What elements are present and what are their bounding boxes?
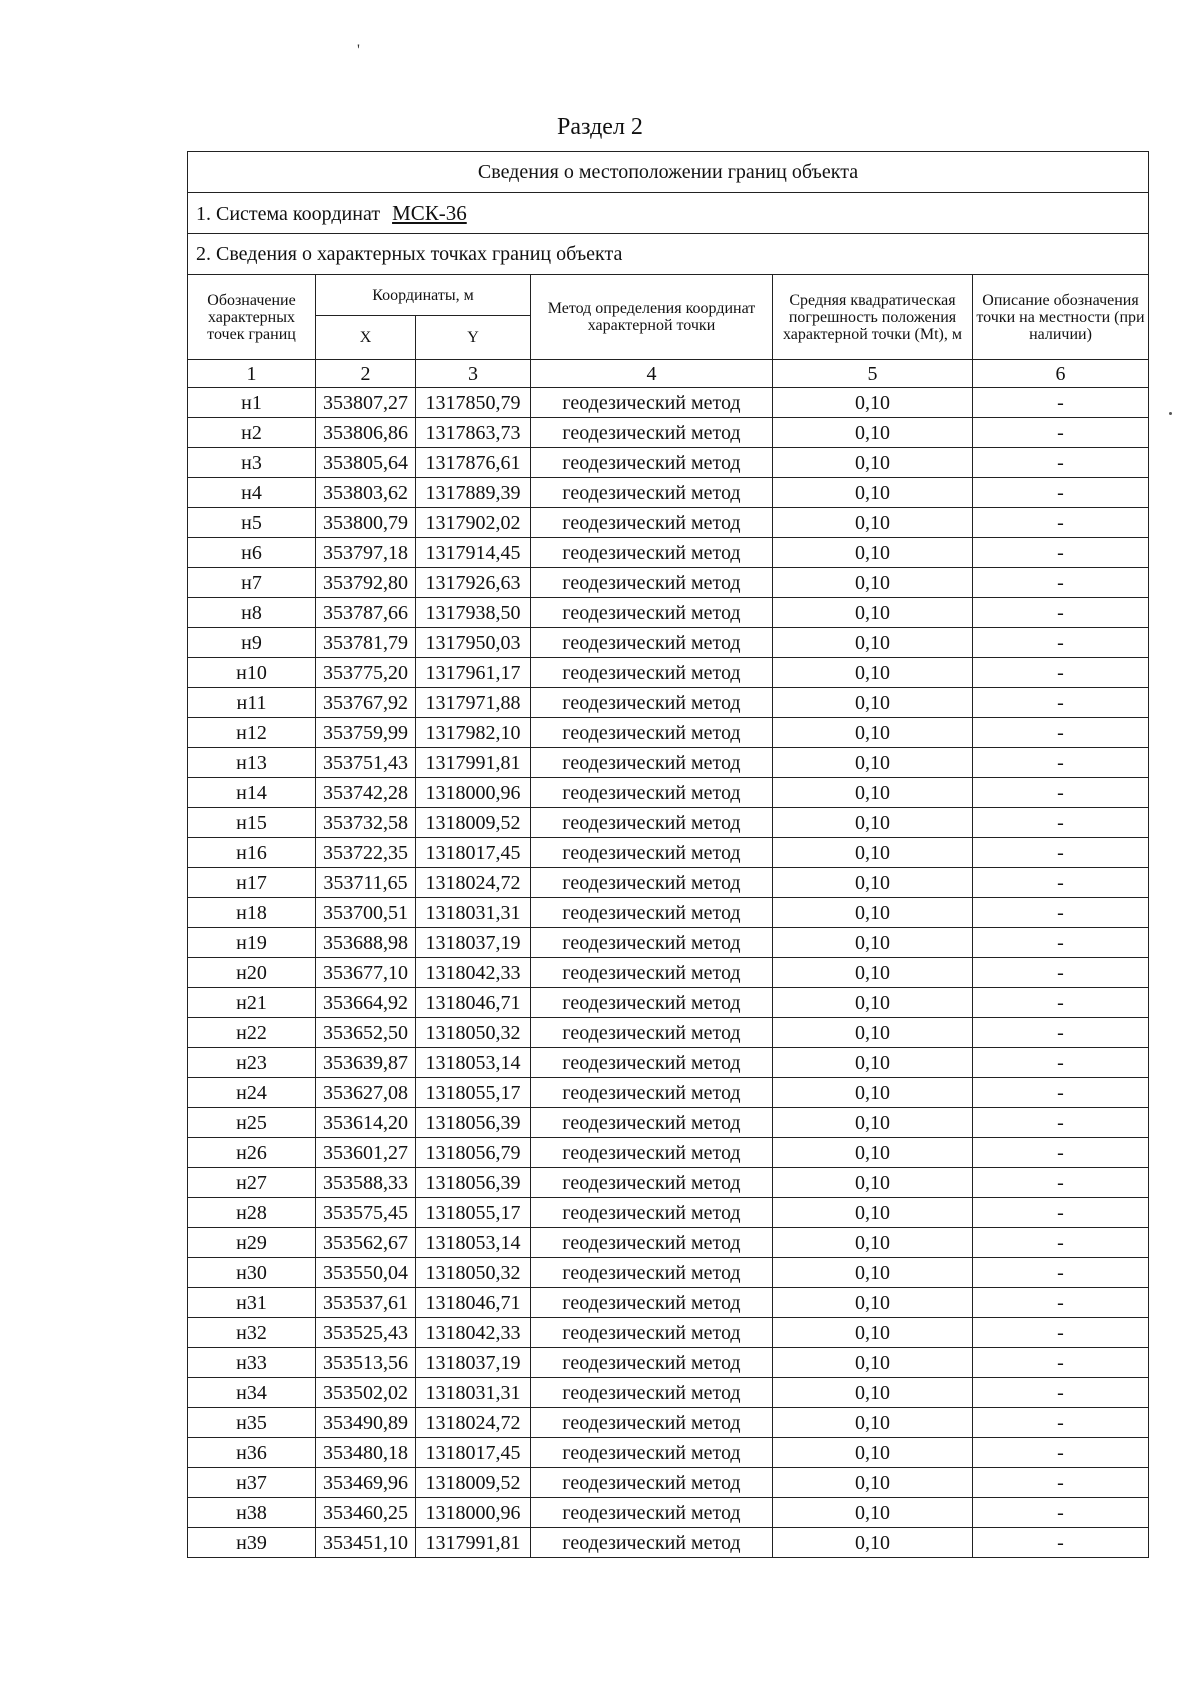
cell-point-id: н28 <box>188 1198 316 1228</box>
cell-method: геодезический метод <box>531 538 773 568</box>
cell-coord-x: 353722,35 <box>316 838 416 868</box>
cell-method: геодезический метод <box>531 1528 773 1558</box>
cell-method: геодезический метод <box>531 1348 773 1378</box>
cell-description: - <box>973 718 1149 748</box>
cell-coord-x: 353775,20 <box>316 658 416 688</box>
cell-accuracy-mt: 0,10 <box>773 1258 973 1288</box>
cell-point-id: н36 <box>188 1438 316 1468</box>
cell-method: геодезический метод <box>531 1198 773 1228</box>
cell-coord-x: 353639,87 <box>316 1048 416 1078</box>
table-row <box>188 778 1149 808</box>
cell-coord-x: 353732,58 <box>316 808 416 838</box>
cell-coord-y: 1318017,45 <box>416 1438 531 1468</box>
cell-accuracy-mt: 0,10 <box>773 718 973 748</box>
table-row <box>188 1528 1149 1558</box>
cell-point-id: н14 <box>188 778 316 808</box>
cell-point-id: н37 <box>188 1468 316 1498</box>
cell-description: - <box>973 1078 1149 1108</box>
stray-dot <box>1169 412 1172 415</box>
cell-method: геодезический метод <box>531 1228 773 1258</box>
cell-accuracy-mt: 0,10 <box>773 988 973 1018</box>
cell-point-id: н25 <box>188 1108 316 1138</box>
cell-point-id: н18 <box>188 898 316 928</box>
cell-description: - <box>973 568 1149 598</box>
cell-accuracy-mt: 0,10 <box>773 748 973 778</box>
cell-coord-x: 353451,10 <box>316 1528 416 1558</box>
cell-coord-y: 1317938,50 <box>416 598 531 628</box>
table-row <box>188 658 1149 688</box>
cell-accuracy-mt: 0,10 <box>773 1528 973 1558</box>
cell-point-id: н5 <box>188 508 316 538</box>
cell-coord-x: 353688,98 <box>316 928 416 958</box>
cell-description: - <box>973 1408 1149 1438</box>
cell-accuracy-mt: 0,10 <box>773 898 973 928</box>
cell-coord-x: 353480,18 <box>316 1438 416 1468</box>
col-header-accuracy: Средняя квадратическая погрешность положения характерной точки (Mt), м <box>773 275 973 360</box>
cell-method: геодезический метод <box>531 1138 773 1168</box>
cell-method: геодезический метод <box>531 598 773 628</box>
col-number-5: 5 <box>773 360 973 388</box>
cell-accuracy-mt: 0,10 <box>773 1288 973 1318</box>
coord-system-label: 1. Система координат <box>196 202 381 225</box>
cell-coord-y: 1317991,81 <box>416 748 531 778</box>
cell-description: - <box>973 988 1149 1018</box>
table-row <box>188 628 1149 658</box>
cell-accuracy-mt: 0,10 <box>773 1018 973 1048</box>
cell-description: - <box>973 1288 1149 1318</box>
cell-accuracy-mt: 0,10 <box>773 1438 973 1468</box>
cell-description: - <box>973 1318 1149 1348</box>
cell-coord-y: 1318037,19 <box>416 1348 531 1378</box>
cell-coord-y: 1318024,72 <box>416 868 531 898</box>
cell-method: геодезический метод <box>531 928 773 958</box>
cell-description: - <box>973 628 1149 658</box>
cell-point-id: н16 <box>188 838 316 868</box>
cell-point-id: н3 <box>188 448 316 478</box>
cell-point-id: н17 <box>188 868 316 898</box>
table-row <box>188 898 1149 928</box>
cell-method: геодезический метод <box>531 478 773 508</box>
cell-coord-y: 1317991,81 <box>416 1528 531 1558</box>
cell-coord-y: 1318053,14 <box>416 1228 531 1258</box>
col-number-3: 3 <box>416 360 531 388</box>
cell-accuracy-mt: 0,10 <box>773 1198 973 1228</box>
table-body <box>188 152 1149 1558</box>
cell-method: геодезический метод <box>531 718 773 748</box>
cell-coord-x: 353767,92 <box>316 688 416 718</box>
cell-method: геодезический метод <box>531 838 773 868</box>
points-section-label: 2. Сведения о характерных точках границ объекта <box>188 234 1149 275</box>
cell-method: геодезический метод <box>531 1108 773 1138</box>
cell-coord-y: 1317876,61 <box>416 448 531 478</box>
cell-description: - <box>973 898 1149 928</box>
cell-description: - <box>973 1108 1149 1138</box>
cell-point-id: н29 <box>188 1228 316 1258</box>
cell-accuracy-mt: 0,10 <box>773 688 973 718</box>
cell-description: - <box>973 1468 1149 1498</box>
cell-point-id: н1 <box>188 388 316 418</box>
cell-coord-x: 353664,92 <box>316 988 416 1018</box>
cell-coord-x: 353792,80 <box>316 568 416 598</box>
cell-coord-y: 1318056,39 <box>416 1168 531 1198</box>
table-row <box>188 1258 1149 1288</box>
cell-accuracy-mt: 0,10 <box>773 1078 973 1108</box>
cell-coord-x: 353805,64 <box>316 448 416 478</box>
cell-coord-x: 353652,50 <box>316 1018 416 1048</box>
cell-coord-y: 1318000,96 <box>416 1498 531 1528</box>
table-row <box>188 988 1149 1018</box>
col-header-method: Метод определения координат характерной точки <box>531 275 773 360</box>
col-header-coordinates: Координаты, м <box>316 275 531 316</box>
col-header-description: Описание обозначения точки на местности (при наличии) <box>973 275 1149 360</box>
cell-coord-x: 353781,79 <box>316 628 416 658</box>
cell-accuracy-mt: 0,10 <box>773 568 973 598</box>
cell-method: геодезический метод <box>531 628 773 658</box>
cell-coord-y: 1318046,71 <box>416 988 531 1018</box>
cell-description: - <box>973 598 1149 628</box>
cell-description: - <box>973 478 1149 508</box>
cell-method: геодезический метод <box>531 1168 773 1198</box>
cell-coord-x: 353742,28 <box>316 778 416 808</box>
cell-accuracy-mt: 0,10 <box>773 538 973 568</box>
cell-accuracy-mt: 0,10 <box>773 958 973 988</box>
table-row <box>188 448 1149 478</box>
cell-description: - <box>973 1138 1149 1168</box>
table-row <box>188 1438 1149 1468</box>
cell-accuracy-mt: 0,10 <box>773 1108 973 1138</box>
cell-point-id: н33 <box>188 1348 316 1378</box>
cell-coord-x: 353490,89 <box>316 1408 416 1438</box>
cell-accuracy-mt: 0,10 <box>773 838 973 868</box>
stray-mark: ' <box>357 42 360 59</box>
cell-accuracy-mt: 0,10 <box>773 1498 973 1528</box>
cell-point-id: н38 <box>188 1498 316 1528</box>
cell-method: геодезический метод <box>531 1288 773 1318</box>
table-row <box>188 1468 1149 1498</box>
cell-method: геодезический метод <box>531 688 773 718</box>
cell-point-id: н12 <box>188 718 316 748</box>
cell-accuracy-mt: 0,10 <box>773 1408 973 1438</box>
col-header-designation: Обозначение характерных точек границ <box>188 275 316 360</box>
cell-description: - <box>973 1348 1149 1378</box>
cell-coord-x: 353787,66 <box>316 598 416 628</box>
cell-coord-y: 1317926,63 <box>416 568 531 598</box>
cell-method: геодезический метод <box>531 808 773 838</box>
cell-coord-y: 1318056,39 <box>416 1108 531 1138</box>
cell-coord-x: 353807,27 <box>316 388 416 418</box>
col-number-1: 1 <box>188 360 316 388</box>
table-row <box>188 1498 1149 1528</box>
cell-method: геодезический метод <box>531 1318 773 1348</box>
cell-description: - <box>973 388 1149 418</box>
cell-description: - <box>973 448 1149 478</box>
table-row <box>188 478 1149 508</box>
cell-method: геодезический метод <box>531 1498 773 1528</box>
cell-method: геодезический метод <box>531 1048 773 1078</box>
cell-coord-x: 353627,08 <box>316 1078 416 1108</box>
cell-description: - <box>973 1498 1149 1528</box>
cell-description: - <box>973 1018 1149 1048</box>
cell-coord-y: 1318024,72 <box>416 1408 531 1438</box>
cell-coord-y: 1318031,31 <box>416 1378 531 1408</box>
cell-coord-y: 1318031,31 <box>416 898 531 928</box>
cell-coord-y: 1317889,39 <box>416 478 531 508</box>
cell-method: геодезический метод <box>531 1258 773 1288</box>
cell-description: - <box>973 808 1149 838</box>
table-row <box>188 838 1149 868</box>
table-row <box>188 958 1149 988</box>
cell-point-id: н35 <box>188 1408 316 1438</box>
cell-method: геодезический метод <box>531 1078 773 1108</box>
cell-coord-x: 353469,96 <box>316 1468 416 1498</box>
cell-description: - <box>973 748 1149 778</box>
cell-description: - <box>973 1438 1149 1468</box>
cell-coord-x: 353562,67 <box>316 1228 416 1258</box>
cell-description: - <box>973 838 1149 868</box>
cell-accuracy-mt: 0,10 <box>773 808 973 838</box>
cell-point-id: н4 <box>188 478 316 508</box>
cell-point-id: н8 <box>188 598 316 628</box>
cell-coord-y: 1318053,14 <box>416 1048 531 1078</box>
cell-coord-x: 353759,99 <box>316 718 416 748</box>
cell-point-id: н27 <box>188 1168 316 1198</box>
cell-accuracy-mt: 0,10 <box>773 508 973 538</box>
col-number-2: 2 <box>316 360 416 388</box>
coord-system-value: МСК-36 <box>392 200 467 225</box>
cell-accuracy-mt: 0,10 <box>773 1468 973 1498</box>
cell-point-id: н13 <box>188 748 316 778</box>
cell-point-id: н31 <box>188 1288 316 1318</box>
cell-description: - <box>973 958 1149 988</box>
cell-description: - <box>973 1228 1149 1258</box>
cell-point-id: н2 <box>188 418 316 448</box>
cell-description: - <box>973 1378 1149 1408</box>
cell-coord-x: 353525,43 <box>316 1318 416 1348</box>
cell-accuracy-mt: 0,10 <box>773 1318 973 1348</box>
cell-method: геодезический метод <box>531 778 773 808</box>
cell-coord-y: 1318046,71 <box>416 1288 531 1318</box>
cell-accuracy-mt: 0,10 <box>773 418 973 448</box>
cell-method: геодезический метод <box>531 1018 773 1048</box>
cell-coord-y: 1318055,17 <box>416 1198 531 1228</box>
cell-coord-x: 353700,51 <box>316 898 416 928</box>
cell-method: геодезический метод <box>531 388 773 418</box>
cell-accuracy-mt: 0,10 <box>773 1378 973 1408</box>
cell-accuracy-mt: 0,10 <box>773 928 973 958</box>
cell-point-id: н19 <box>188 928 316 958</box>
cell-point-id: н22 <box>188 1018 316 1048</box>
table-row <box>188 1018 1149 1048</box>
cell-coord-x: 353460,25 <box>316 1498 416 1528</box>
cell-coord-x: 353751,43 <box>316 748 416 778</box>
section-title: Раздел 2 <box>557 114 643 140</box>
table-row <box>188 538 1149 568</box>
cell-point-id: н15 <box>188 808 316 838</box>
cell-point-id: н21 <box>188 988 316 1018</box>
cell-description: - <box>973 1168 1149 1198</box>
table-row <box>188 1108 1149 1138</box>
cell-accuracy-mt: 0,10 <box>773 1348 973 1378</box>
cell-coord-y: 1318009,52 <box>416 808 531 838</box>
table-row <box>188 1198 1149 1228</box>
cell-method: геодезический метод <box>531 1378 773 1408</box>
cell-method: геодезический метод <box>531 448 773 478</box>
cell-coord-y: 1317961,17 <box>416 658 531 688</box>
table-caption: Сведения о местоположении границ объекта <box>188 152 1149 193</box>
cell-coord-y: 1318042,33 <box>416 1318 531 1348</box>
cell-description: - <box>973 1258 1149 1288</box>
cell-coord-x: 353575,45 <box>316 1198 416 1228</box>
cell-point-id: н10 <box>188 658 316 688</box>
table-row <box>188 1078 1149 1108</box>
col-number-6: 6 <box>973 360 1149 388</box>
cell-description: - <box>973 538 1149 568</box>
cell-accuracy-mt: 0,10 <box>773 388 973 418</box>
cell-coord-y: 1317902,02 <box>416 508 531 538</box>
cell-accuracy-mt: 0,10 <box>773 658 973 688</box>
cell-point-id: н30 <box>188 1258 316 1288</box>
cell-coord-y: 1317863,73 <box>416 418 531 448</box>
cell-description: - <box>973 1528 1149 1558</box>
table-row <box>188 808 1149 838</box>
cell-point-id: н6 <box>188 538 316 568</box>
cell-method: геодезический метод <box>531 568 773 598</box>
cell-coord-y: 1318009,52 <box>416 1468 531 1498</box>
table-row <box>188 748 1149 778</box>
cell-description: - <box>973 1048 1149 1078</box>
cell-point-id: н7 <box>188 568 316 598</box>
cell-coord-y: 1318000,96 <box>416 778 531 808</box>
cell-coord-x: 353588,33 <box>316 1168 416 1198</box>
table-row <box>188 1168 1149 1198</box>
cell-description: - <box>973 1198 1149 1228</box>
cell-coord-x: 353800,79 <box>316 508 416 538</box>
table-row <box>188 598 1149 628</box>
cell-method: геодезический метод <box>531 1468 773 1498</box>
cell-coord-x: 353677,10 <box>316 958 416 988</box>
cell-coord-x: 353550,04 <box>316 1258 416 1288</box>
table-row <box>188 1228 1149 1258</box>
cell-accuracy-mt: 0,10 <box>773 1168 973 1198</box>
cell-coord-x: 353614,20 <box>316 1108 416 1138</box>
cell-point-id: н23 <box>188 1048 316 1078</box>
cell-accuracy-mt: 0,10 <box>773 448 973 478</box>
cell-description: - <box>973 928 1149 958</box>
cell-description: - <box>973 658 1149 688</box>
cell-method: геодезический метод <box>531 1438 773 1468</box>
cell-point-id: н26 <box>188 1138 316 1168</box>
table-row <box>188 1408 1149 1438</box>
table-row <box>188 418 1149 448</box>
cell-point-id: н32 <box>188 1318 316 1348</box>
table-row <box>188 1348 1149 1378</box>
cell-description: - <box>973 688 1149 718</box>
cell-method: геодезический метод <box>531 868 773 898</box>
cell-coord-y: 1317971,88 <box>416 688 531 718</box>
cell-method: геодезический метод <box>531 1408 773 1438</box>
cell-method: геодезический метод <box>531 508 773 538</box>
cell-method: геодезический метод <box>531 958 773 988</box>
cell-accuracy-mt: 0,10 <box>773 598 973 628</box>
cell-coord-y: 1318055,17 <box>416 1078 531 1108</box>
cell-accuracy-mt: 0,10 <box>773 1228 973 1258</box>
cell-accuracy-mt: 0,10 <box>773 628 973 658</box>
table-row <box>188 868 1149 898</box>
cell-coord-x: 353711,65 <box>316 868 416 898</box>
table-row <box>188 1288 1149 1318</box>
cell-method: геодезический метод <box>531 418 773 448</box>
cell-point-id: н24 <box>188 1078 316 1108</box>
cell-point-id: н9 <box>188 628 316 658</box>
table-row <box>188 928 1149 958</box>
table-row <box>188 688 1149 718</box>
cell-coord-x: 353797,18 <box>316 538 416 568</box>
col-header-x: X <box>316 316 416 360</box>
cell-coord-y: 1317914,45 <box>416 538 531 568</box>
cell-method: геодезический метод <box>531 658 773 688</box>
cell-method: геодезический метод <box>531 988 773 1018</box>
cell-coord-x: 353601,27 <box>316 1138 416 1168</box>
table-row <box>188 508 1149 538</box>
cell-coord-y: 1317850,79 <box>416 388 531 418</box>
coord-system-row <box>188 193 1149 234</box>
cell-coord-y: 1318050,32 <box>416 1018 531 1048</box>
cell-coord-x: 353513,56 <box>316 1348 416 1378</box>
cell-description: - <box>973 418 1149 448</box>
cell-coord-y: 1317950,03 <box>416 628 531 658</box>
table-row <box>188 568 1149 598</box>
table-row <box>188 1378 1149 1408</box>
cell-accuracy-mt: 0,10 <box>773 778 973 808</box>
table-row <box>188 718 1149 748</box>
cell-point-id: н34 <box>188 1378 316 1408</box>
cell-accuracy-mt: 0,10 <box>773 1048 973 1078</box>
cell-method: геодезический метод <box>531 898 773 928</box>
cell-coord-y: 1318056,79 <box>416 1138 531 1168</box>
cell-coord-y: 1318017,45 <box>416 838 531 868</box>
col-header-y: Y <box>416 316 531 360</box>
cell-method: геодезический метод <box>531 748 773 778</box>
cell-description: - <box>973 778 1149 808</box>
boundary-points-table <box>187 151 1149 1558</box>
cell-accuracy-mt: 0,10 <box>773 478 973 508</box>
cell-coord-x: 353502,02 <box>316 1378 416 1408</box>
cell-description: - <box>973 508 1149 538</box>
cell-coord-y: 1317982,10 <box>416 718 531 748</box>
cell-coord-y: 1318042,33 <box>416 958 531 988</box>
cell-point-id: н39 <box>188 1528 316 1558</box>
table-row <box>188 1048 1149 1078</box>
cell-point-id: н11 <box>188 688 316 718</box>
cell-accuracy-mt: 0,10 <box>773 1138 973 1168</box>
table-row <box>188 1138 1149 1168</box>
col-number-4: 4 <box>531 360 773 388</box>
cell-coord-x: 353537,61 <box>316 1288 416 1318</box>
cell-point-id: н20 <box>188 958 316 988</box>
cell-description: - <box>973 868 1149 898</box>
table-row <box>188 1318 1149 1348</box>
table-row <box>188 388 1149 418</box>
cell-coord-x: 353806,86 <box>316 418 416 448</box>
cell-coord-x: 353803,62 <box>316 478 416 508</box>
cell-coord-y: 1318037,19 <box>416 928 531 958</box>
cell-coord-y: 1318050,32 <box>416 1258 531 1288</box>
cell-accuracy-mt: 0,10 <box>773 868 973 898</box>
